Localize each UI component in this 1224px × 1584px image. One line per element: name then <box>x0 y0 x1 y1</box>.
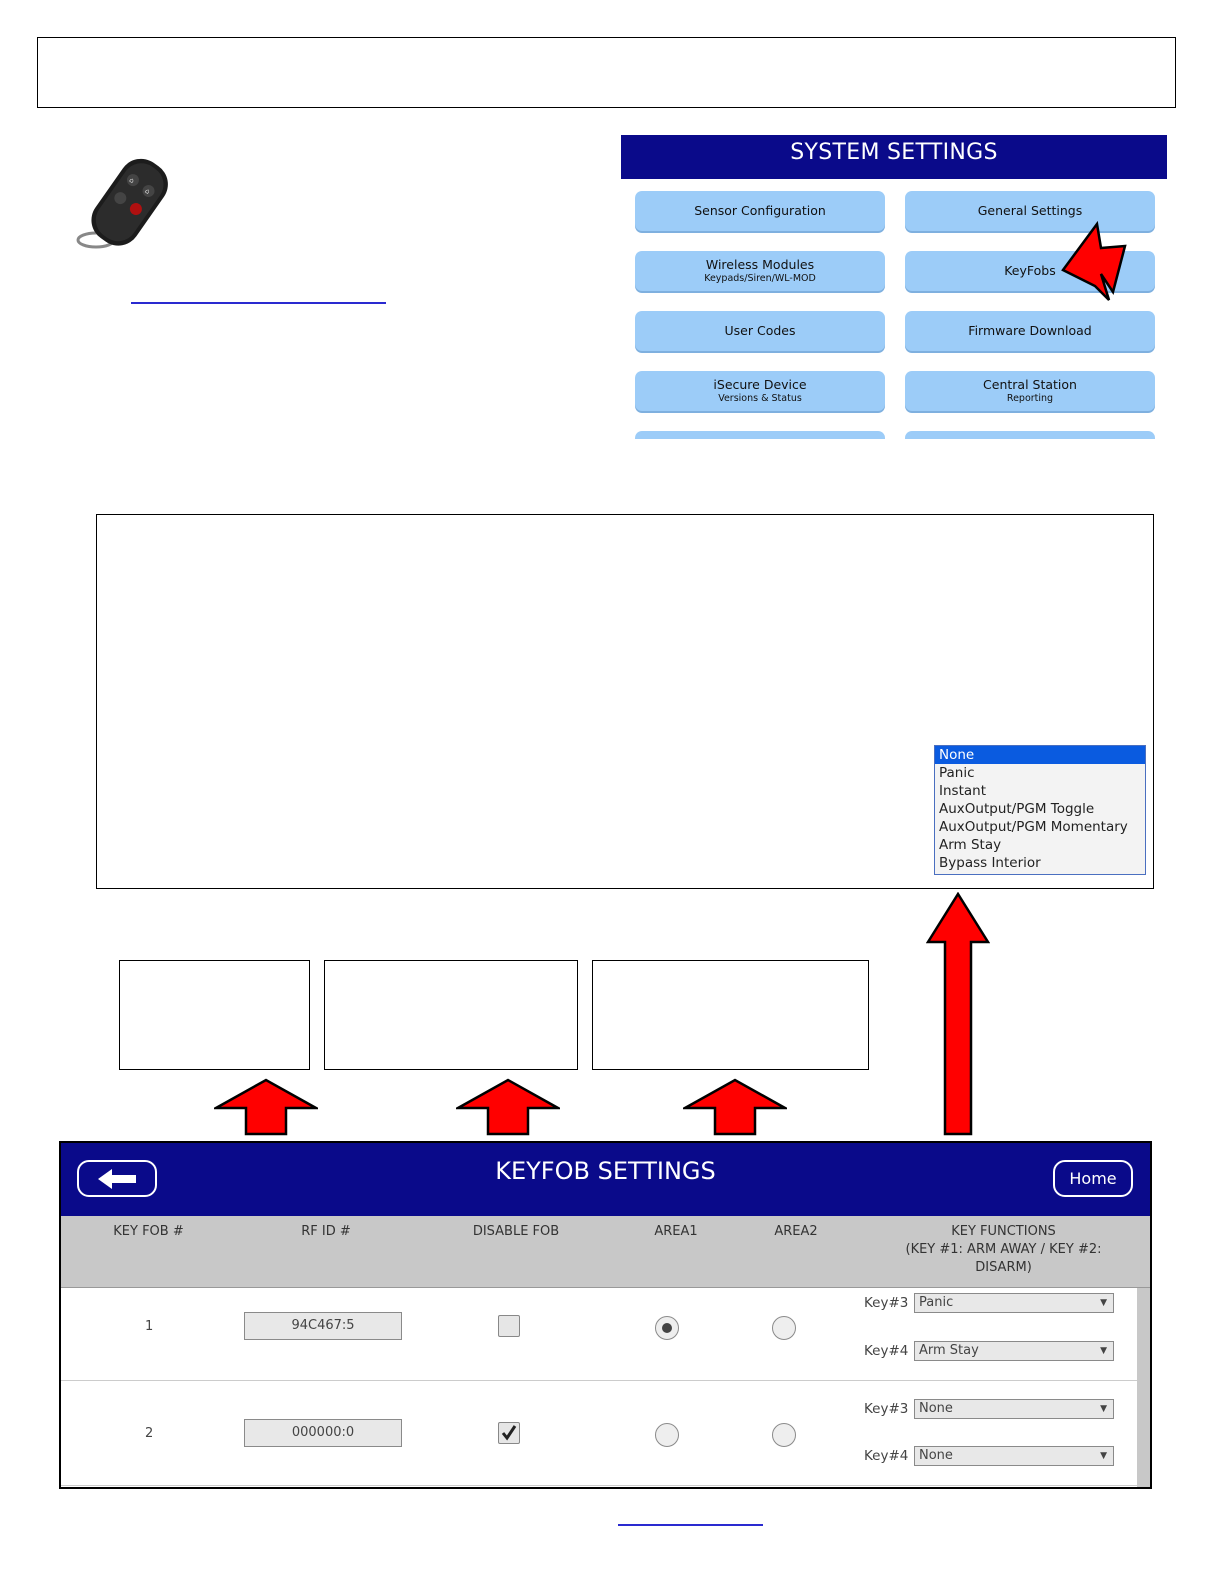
row2-area2-radio[interactable] <box>772 1423 796 1447</box>
central-station-button[interactable] <box>905 371 1155 411</box>
row1-fob-number: 1 <box>145 1319 154 1334</box>
row2-key4-select[interactable] <box>914 1446 1114 1466</box>
select-value: Panic <box>919 1295 954 1310</box>
select-value: None <box>919 1448 953 1463</box>
key-functions-line1: KEY FUNCTIONS <box>951 1224 1056 1239</box>
button-sublabel: Versions & Status <box>718 392 802 404</box>
partial-button[interactable] <box>635 431 885 439</box>
svg-text:⌂: ⌂ <box>127 175 136 186</box>
radio-selected-dot <box>662 1323 672 1333</box>
button-label: Wireless Modules <box>705 257 815 273</box>
column-headers <box>61 1216 1150 1288</box>
keyfob-device-image <box>68 150 188 260</box>
dropdown-caret-icon: ▼ <box>1100 1404 1107 1414</box>
footer-link-underline[interactable] <box>618 1524 763 1526</box>
checkmark-icon <box>499 1423 519 1443</box>
option-none[interactable]: None <box>935 746 1145 764</box>
sensor-configuration-button[interactable] <box>635 191 885 231</box>
user-codes-button[interactable] <box>635 311 885 351</box>
row-divider <box>61 1485 1137 1486</box>
row-divider <box>61 1380 1137 1381</box>
up-arrow-icon <box>214 1078 318 1136</box>
option-instant[interactable]: Instant <box>939 783 986 799</box>
svg-text:⌂: ⌂ <box>143 186 152 196</box>
back-arrow-icon <box>96 1168 138 1190</box>
row2-rfid-field[interactable]: 000000:0 <box>244 1419 402 1447</box>
row1-key3-label: Key#3 <box>864 1295 909 1311</box>
callout-box-area <box>592 960 869 1070</box>
select-value: Arm Stay <box>919 1343 979 1358</box>
col-rf-id: RF ID # <box>301 1224 351 1239</box>
dropdown-caret-icon: ▼ <box>1100 1451 1107 1461</box>
button-label: User Codes <box>724 323 796 339</box>
wireless-modules-button[interactable] <box>635 251 885 291</box>
partial-button[interactable] <box>905 431 1155 439</box>
back-button[interactable] <box>77 1160 157 1197</box>
dropdown-caret-icon: ▼ <box>1100 1346 1107 1356</box>
button-sublabel: Reporting <box>1006 392 1054 404</box>
row1-key3-select[interactable] <box>914 1293 1114 1313</box>
button-sublabel: Keypads/Siren/WL-MOD <box>704 272 816 284</box>
vertical-scrollbar[interactable] <box>1137 1288 1150 1489</box>
keyfob-settings-panel <box>59 1141 1152 1489</box>
col-key-functions <box>896 1223 1111 1277</box>
row2-key3-select[interactable] <box>914 1399 1114 1419</box>
option-arm-stay[interactable]: Arm Stay <box>939 837 1002 853</box>
row1-area1-radio[interactable] <box>655 1316 679 1340</box>
up-arrow-icon <box>456 1078 560 1136</box>
up-arrow-icon <box>683 1078 787 1136</box>
red-pointer-arrow-icon <box>1055 218 1135 308</box>
option-auxoutput-toggle[interactable]: AuxOutput/PGM Toggle <box>939 801 1095 817</box>
home-button[interactable]: Home <box>1053 1160 1133 1197</box>
row2-fob-number: 2 <box>145 1426 154 1441</box>
link-underline[interactable] <box>131 302 386 304</box>
row2-key4-label: Key#4 <box>864 1448 909 1464</box>
col-area1: AREA1 <box>654 1224 698 1239</box>
button-label: Central Station <box>983 377 1077 393</box>
button-label: iSecure Device <box>713 377 807 393</box>
key-functions-line2: (KEY #1: ARM AWAY / KEY #2: <box>905 1242 1102 1257</box>
row2-area1-radio[interactable] <box>655 1423 679 1447</box>
row1-key4-label: Key#4 <box>864 1343 909 1359</box>
option-auxoutput-momentary[interactable]: AuxOutput/PGM Momentary <box>939 819 1128 835</box>
dropdown-caret-icon: ▼ <box>1100 1298 1107 1308</box>
tall-up-arrow-icon <box>926 892 990 1136</box>
option-bypass-interior[interactable]: Bypass Interior <box>939 855 1041 871</box>
top-text-box <box>37 37 1176 108</box>
col-key-fob: KEY FOB # <box>113 1224 184 1239</box>
button-label: KeyFobs <box>1004 263 1056 279</box>
button-label: Firmware Download <box>968 323 1092 339</box>
key-function-options-list[interactable] <box>934 745 1146 875</box>
row1-rfid-field[interactable]: 94C467:5 <box>244 1312 402 1340</box>
keyfob-settings-title: KEYFOB SETTINGS <box>495 1157 716 1185</box>
row1-area2-radio[interactable] <box>772 1316 796 1340</box>
select-value: None <box>919 1401 953 1416</box>
system-settings-title: SYSTEM SETTINGS <box>621 135 1167 179</box>
col-area2: AREA2 <box>774 1224 818 1239</box>
col-disable-fob: DISABLE FOB <box>472 1224 560 1239</box>
callout-box-rfid <box>119 960 310 1070</box>
button-label: Sensor Configuration <box>694 203 826 219</box>
row1-key4-select[interactable] <box>914 1341 1114 1361</box>
button-label: General Settings <box>977 203 1083 219</box>
row2-disable-checkbox[interactable] <box>498 1422 520 1444</box>
callout-box-disable <box>324 960 578 1070</box>
firmware-download-button[interactable] <box>905 311 1155 351</box>
option-panic[interactable]: Panic <box>939 765 975 781</box>
row2-key3-label: Key#3 <box>864 1401 909 1417</box>
isecure-device-button[interactable] <box>635 371 885 411</box>
key-functions-line3: DISARM) <box>975 1260 1032 1275</box>
row1-disable-checkbox[interactable] <box>498 1315 520 1337</box>
